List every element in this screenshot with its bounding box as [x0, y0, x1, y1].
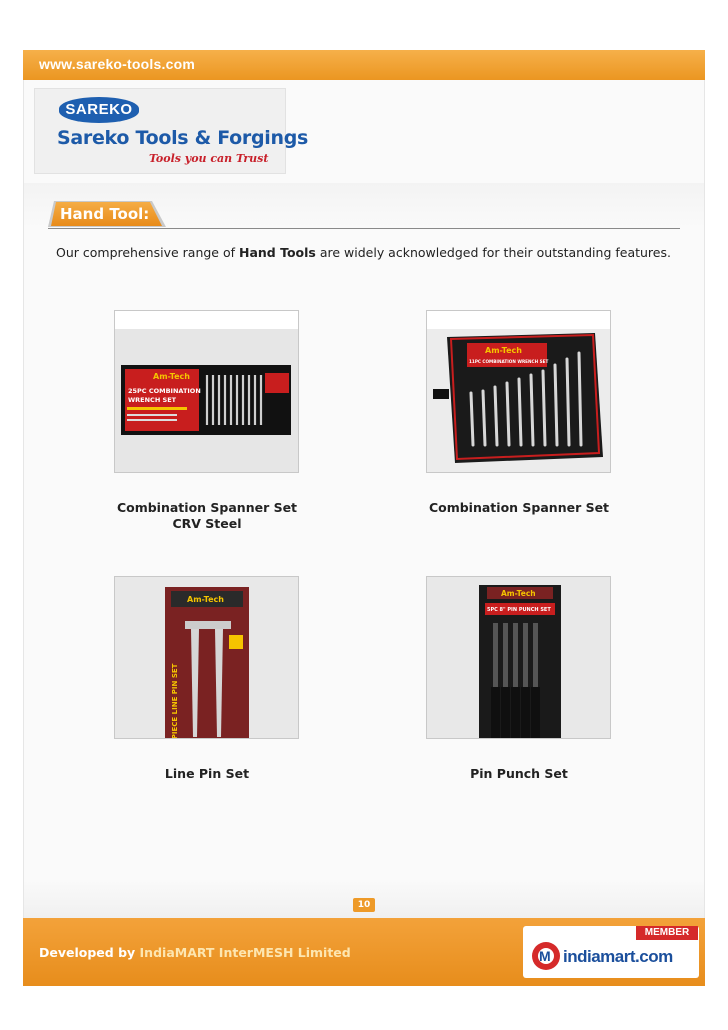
svg-text:M: M [539, 948, 551, 964]
logo-tagline: Tools you can Trust [149, 152, 269, 165]
product-photo-3 [115, 577, 298, 747]
website-url: www.sareko-tools.com [39, 56, 195, 72]
box-line-4: 5PC 8" PIN PUNCH SET [487, 607, 551, 613]
intro-text-bold: Hand Tools [238, 245, 316, 260]
logo-company-name: Sareko Tools & Forgings [57, 127, 309, 149]
member-label: MEMBER [636, 926, 698, 940]
product-caption-4 [399, 766, 639, 782]
product-caption-2 [399, 500, 639, 516]
box-brand-3: Am-Tech [187, 595, 224, 604]
box-line-1a: 25PC COMBINATION [128, 387, 201, 395]
product-caption-3 [87, 766, 327, 782]
page-number: 10 [353, 898, 375, 912]
indiamart-logo-icon [530, 934, 562, 974]
company-logo [34, 88, 309, 174]
indiamart-logo-text: indiamart.com [563, 947, 673, 966]
product-photo-1 [115, 329, 298, 473]
product-photo-4 [427, 577, 610, 739]
developed-by-label: Developed by [39, 945, 140, 960]
section-title: Hand Tool: [60, 205, 150, 223]
product-name-2: Combination Spanner Set [428, 500, 610, 515]
product-name-3: Line Pin Set [164, 766, 250, 781]
product-card-4[interactable] [426, 576, 611, 739]
logo-badge: SAREKO [59, 97, 139, 123]
intro-text-end: are widely acknowledged for their outstanding features. [315, 245, 671, 260]
section-divider [48, 228, 680, 229]
product-name-1: Combination Spanner Set [116, 500, 298, 515]
intro-paragraph [56, 242, 676, 263]
box-brand-2: Am-Tech [485, 346, 522, 355]
product-caption-1 [87, 500, 327, 532]
product-subname-1: CRV Steel [172, 516, 242, 531]
developer-company-link[interactable]: IndiaMART InterMESH Limited [139, 945, 351, 960]
box-line-2: 11PC COMBINATION WRENCH SET [469, 359, 549, 364]
product-name-4: Pin Punch Set [470, 766, 568, 781]
product-card-1[interactable] [114, 310, 299, 473]
product-card-2[interactable] [426, 310, 611, 473]
product-photo-2 [427, 329, 610, 473]
box-line-1b: WRENCH SET [128, 396, 177, 404]
intro-text-start: Our comprehensive range of [56, 245, 239, 260]
box-line-3: 3-PIECE LINE PIN SET [171, 663, 179, 747]
developed-by-text [39, 945, 351, 960]
box-brand-4: Am-Tech [501, 589, 536, 598]
product-card-3[interactable] [114, 576, 299, 747]
box-brand-1: Am-Tech [153, 372, 190, 381]
